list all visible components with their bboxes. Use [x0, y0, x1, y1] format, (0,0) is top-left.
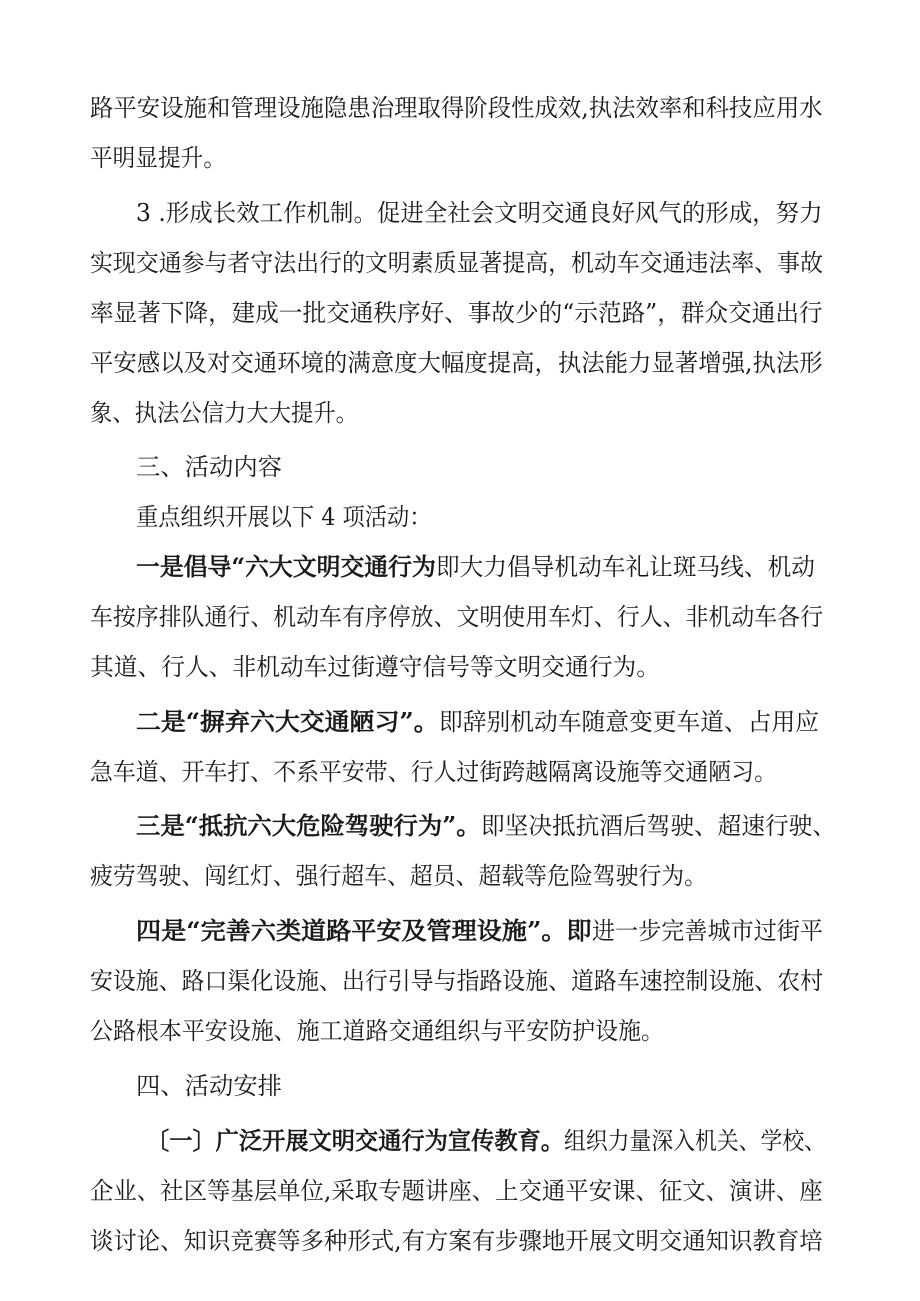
text-line — [0, 702, 920, 742]
paragraph-text: 重点组织开展以下 4 项活动： — [136, 503, 432, 531]
paragraph-text: 公路根本平安设施、施工道路交通组织与平安防护设施。 — [90, 1017, 664, 1045]
paragraph-text: 平明显提升。 — [90, 144, 226, 172]
text-line — [0, 1121, 920, 1161]
paragraph-text: 实现交通参与者守法出行的文明素质显著提高，机动车交通违法率、事故 — [90, 249, 823, 277]
paragraph-text: 路平安设施和管理设施隐患治理取得阶段性成效,执法效率和科技应用水 — [90, 94, 823, 122]
text-line — [0, 88, 920, 128]
text-line — [0, 243, 920, 283]
text-line — [0, 293, 920, 333]
heading-text: 四、活动安排 — [136, 1072, 282, 1100]
text-line — [0, 911, 920, 951]
bold-lead-text: 三是“抵抗六大危险驾驶行为”。 — [136, 811, 481, 840]
paragraph-text: 3 .形成长效工作机制。促进全社会文明交通良好风气的形成，努力 — [136, 199, 823, 227]
paragraph-text: 车按序排队通行、机动车有序停放、文明使用车灯、行人、非机动车各行 — [90, 603, 823, 631]
text-line — [0, 138, 920, 178]
section-heading — [0, 447, 920, 487]
bold-lead-text: 四是“完善六类道路平安及管理设施”。即 — [136, 916, 592, 945]
text-line — [0, 547, 920, 587]
paragraph-text: 进一步完善城市过街平 — [592, 917, 823, 945]
text-line — [0, 856, 920, 896]
paragraph-text: 安设施、路口渠化设施、出行引导与指路设施、道路车速控制设施、农村 — [90, 967, 823, 995]
text-line — [0, 806, 920, 846]
heading-text: 三、活动内容 — [136, 453, 282, 481]
text-line — [0, 1011, 920, 1051]
bold-lead-text: 一是倡导“六大文明交通行为 — [136, 552, 436, 581]
paragraph-text: 疲劳驾驶、闯红灯、强行超车、超员、超载等危险驾驶行为。 — [90, 862, 707, 890]
text-line — [0, 961, 920, 1001]
text-line — [0, 647, 920, 687]
paragraph-text: 组织力量深入机关、学校、 — [564, 1127, 826, 1155]
bold-lead-text: 二是“摒弃六大交通陋习”。 — [136, 707, 439, 736]
text-line — [0, 497, 920, 537]
paragraph-text: 急车道、开车打、不系平安带、行人过街跨越隔离设施等交通陋习。 — [90, 758, 777, 786]
paragraph-text: 即坚决抵抗酒后驾驶、超速行驶、 — [481, 812, 836, 840]
text-line — [0, 1221, 920, 1261]
bold-lead-text: 〔一〕广泛开展文明交通行为宣传教育。 — [146, 1126, 564, 1155]
text-line — [0, 752, 920, 792]
paragraph-text: 即辞别机动车随意变更车道、占用应 — [439, 708, 819, 736]
section-heading — [0, 1066, 920, 1106]
text-line — [0, 393, 920, 433]
paragraph-text: 平安感以及对交通环境的满意度大幅度提高，执法能力显著增强,执法形 — [90, 349, 823, 377]
text-line — [0, 597, 920, 637]
paragraph-text: 其道、行人、非机动车过街遵守信号等文明交通行为。 — [90, 653, 660, 681]
text-line — [0, 343, 920, 383]
paragraph-text: 象、执法公信力大大提升。 — [90, 399, 358, 427]
paragraph-text: 率显著下降，建成一批交通秩序好、事故少的“示范路”，群众交通出行 — [90, 299, 823, 327]
paragraph-text: 企业、社区等基层单位,采取专题讲座、上交通平安课、征文、演讲、座 — [90, 1177, 823, 1205]
paragraph-text: 谈讨论、知识竞赛等多种形式,有方案有步骤地开展文明交通知识教育培 — [90, 1227, 823, 1255]
paragraph-text: 即大力倡导机动车礼让斑马线、机动 — [436, 553, 815, 581]
text-line — [0, 193, 920, 233]
text-line — [0, 1171, 920, 1211]
